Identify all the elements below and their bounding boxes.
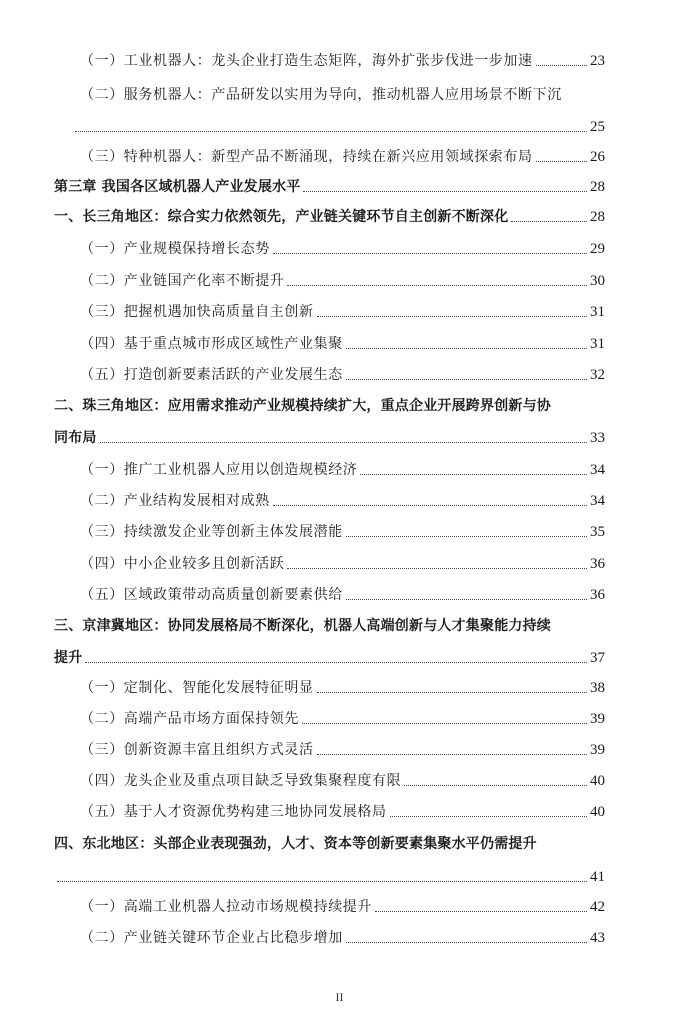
dot-leader [317,316,587,317]
toc-entry-title: （一）产业规模保持增长态势 [80,241,270,257]
toc-entry-page: 31 [590,304,605,320]
dot-leader [273,253,587,254]
toc-entry-page: 25 [590,119,605,135]
dot-leader [287,568,587,569]
toc-entry-title: （二）产业链国产化率不断提升 [80,273,285,289]
dot-leader [375,911,587,912]
page-number: II [335,990,344,1004]
dot-leader [404,785,587,786]
dot-leader [273,505,587,506]
dot-leader [390,816,587,817]
toc-entry-page: 28 [590,209,605,225]
dot-leader [360,474,587,475]
toc-entry-page: 29 [590,241,605,257]
toc-entry-title: 三、京津冀地区：协同发展格局不断深化，机器人高端创新与人才集聚能力持续 [54,618,551,634]
toc-entry-title: （四）龙头企业及重点项目缺乏导致集聚程度有限 [80,773,402,789]
toc-entry-page: 34 [590,462,605,478]
dot-leader [303,191,587,192]
toc-entry-page: 37 [590,650,605,666]
toc-entry-page: 23 [590,53,605,69]
toc-entry-title: （二）产业链关键环节企业占比稳步增加 [80,930,343,946]
toc-entry-page: 36 [590,587,605,603]
toc-entry-page: 26 [590,149,605,165]
dot-leader [287,285,587,286]
toc-entry-title: （三）特种机器人：新型产品不断涌现，持续在新兴应用领域探索布局 [80,149,533,165]
toc-entry-page: 32 [590,367,605,383]
toc-entry-title: （一）推广工业机器人应用以创造规模经济 [80,462,358,478]
toc-entry-page: 31 [590,336,605,352]
toc-entry-page: 38 [590,680,605,696]
toc-entry-title: （四）基于重点城市形成区域性产业集聚 [80,336,343,352]
toc-entry-title: （二）服务机器人：产品研发以实用为导向，推动机器人应用场景不断下沉 [80,87,562,103]
toc-entry-page: 34 [590,493,605,509]
dot-leader [536,161,587,162]
toc-entry-title-continued: 提升 [54,650,83,666]
toc-entry-title: （五）区域政策带动高质量创新要素供给 [80,587,343,603]
dot-leader [346,348,587,349]
dot-leader [75,131,587,132]
toc-entry-title: 四、东北地区：头部企业表现强劲，人才、资本等创新要素集聚水平仍需提升 [54,836,537,852]
toc-entry-title: （三）创新资源丰富且组织方式灵活 [80,742,314,758]
toc-entry-page: 33 [590,430,605,446]
dot-leader [511,221,587,222]
toc-entry-title: （五）打造创新要素活跃的产业发展生态 [80,367,343,383]
toc-entry-page: 30 [590,273,605,289]
toc-entry-title: （三）持续激发企业等创新主体发展潜能 [80,524,343,540]
dot-leader [536,65,587,66]
toc-entry-title: 第三章 我国各区域机器人产业发展水平 [54,179,301,195]
dot-leader [302,723,587,724]
toc-entry-title-continued: 同布局 [54,430,97,446]
toc-entry-page: 35 [590,524,605,540]
toc-entry-page: 39 [590,711,605,727]
dot-leader [346,379,587,380]
dot-leader [346,942,587,943]
toc-entry-title: （二）高端产品市场方面保持领先 [80,711,299,727]
toc-entry-title: （一）定制化、智能化发展特征明显 [80,680,314,696]
toc-entry-page: 39 [590,742,605,758]
toc-entry-title: （三）把握机遇加快高质量自主创新 [80,304,314,320]
toc-entry-page: 40 [590,804,605,820]
toc-entry-page: 36 [590,556,605,572]
dot-leader [317,754,587,755]
dot-leader [317,692,587,693]
toc-entry-title: （二）产业结构发展相对成熟 [80,493,270,509]
dot-leader [346,599,587,600]
toc-entry-page: 28 [590,179,605,195]
dot-leader [100,442,587,443]
toc-entry-page: 43 [590,930,605,946]
toc-entry-title: （一）高端工业机器人拉动市场规模持续提升 [80,899,372,915]
toc-entry-title: 一、长三角地区：综合实力依然领先，产业链关键环节自主创新不断深化 [54,209,509,225]
toc-entry-title: （五）基于人才资源优势构建三地协同发展格局 [80,804,387,820]
toc-entry-title: 二、珠三角地区：应用需求推动产业规模持续扩大，重点企业开展跨界创新与协 [54,398,551,414]
dot-leader [57,881,587,882]
toc-entry-page: 40 [590,773,605,789]
toc-entry-title: （一）工业机器人：龙头企业打造生态矩阵，海外扩张步伐进一步加速 [80,53,533,69]
toc-entry-title: （四）中小企业较多且创新活跃 [80,556,285,572]
dot-leader [85,662,587,663]
dot-leader [346,536,587,537]
toc-entry-page: 42 [590,899,605,915]
toc-entry-page: 41 [590,869,605,885]
